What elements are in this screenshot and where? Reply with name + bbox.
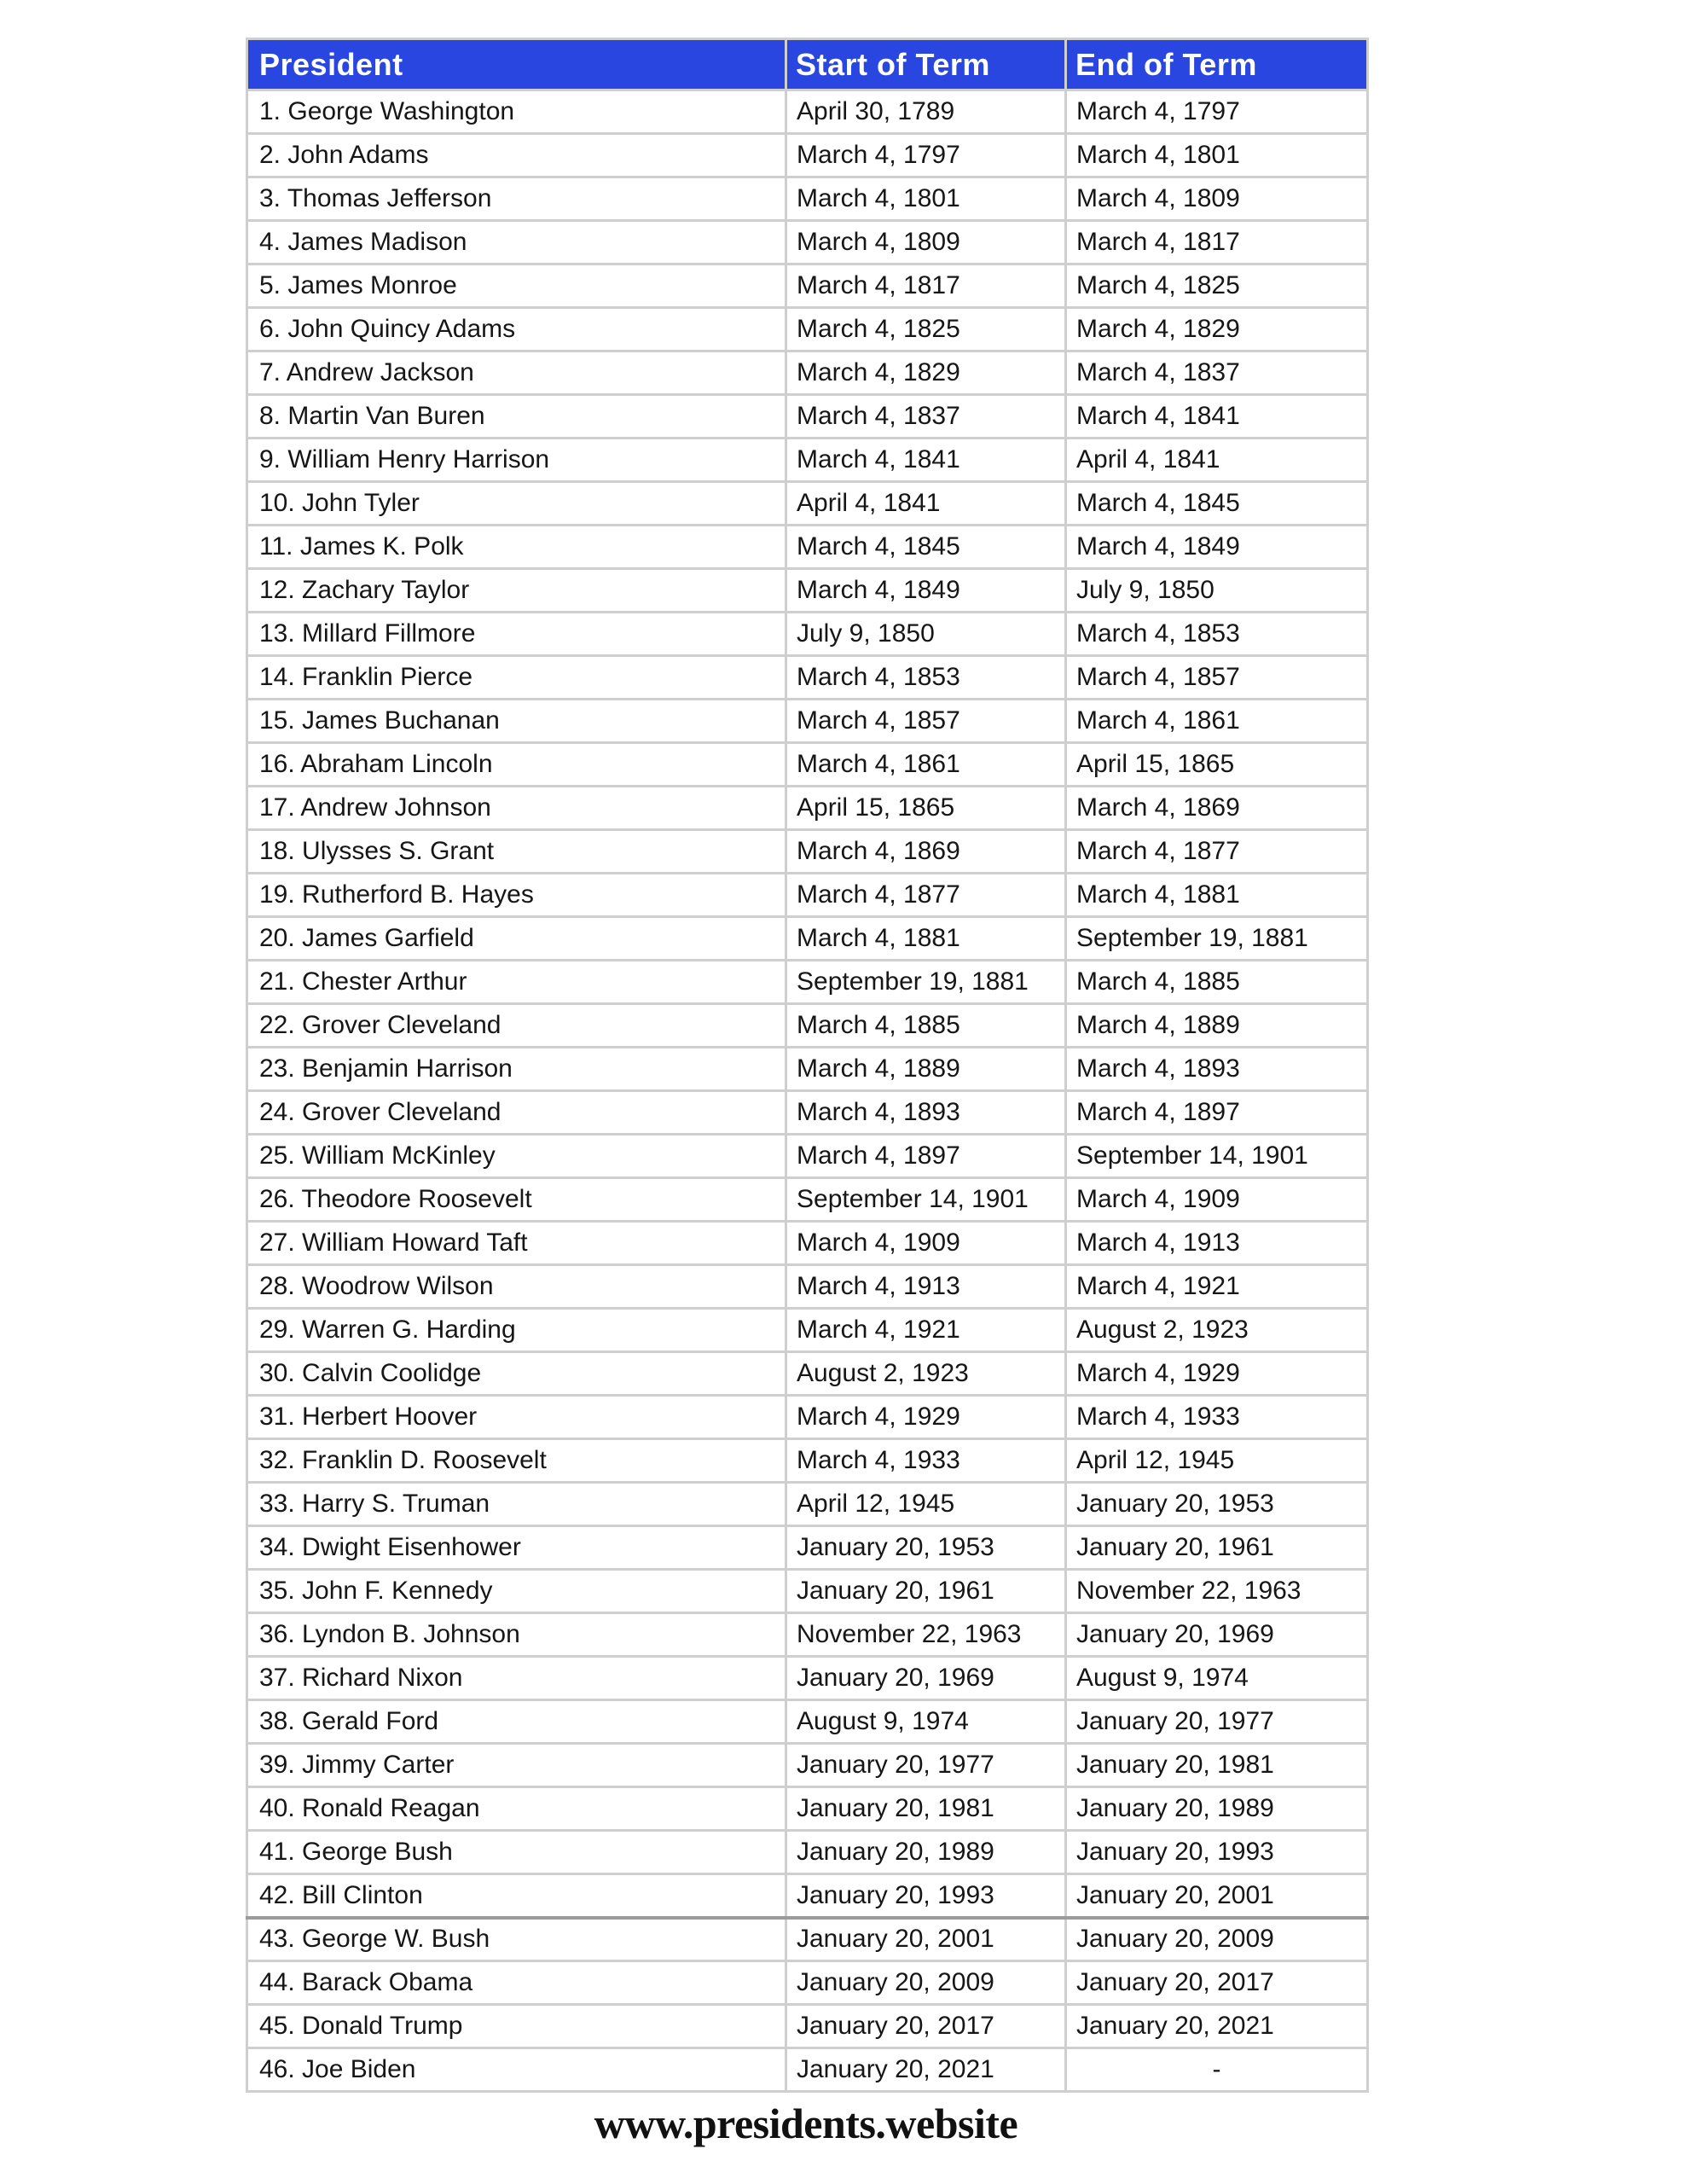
end-of-term-cell: March 4, 1885 bbox=[1066, 961, 1368, 1004]
table-row bbox=[247, 1352, 1368, 1396]
table-row bbox=[247, 569, 1368, 613]
president-cell: 14. Franklin Pierce bbox=[247, 656, 786, 700]
end-of-term-cell: July 9, 1850 bbox=[1066, 569, 1368, 613]
start-of-term-cell: September 19, 1881 bbox=[786, 961, 1066, 1004]
president-cell: 42. Bill Clinton bbox=[247, 1874, 786, 1918]
president-cell: 18. Ulysses S. Grant bbox=[247, 830, 786, 874]
table-row bbox=[247, 177, 1368, 221]
table-row bbox=[247, 2005, 1368, 2048]
president-cell: 10. John Tyler bbox=[247, 482, 786, 526]
table-row bbox=[247, 1744, 1368, 1787]
end-of-term-cell: April 12, 1945 bbox=[1066, 1439, 1368, 1483]
president-cell: 20. James Garfield bbox=[247, 917, 786, 961]
start-of-term-cell: March 4, 1869 bbox=[786, 830, 1066, 874]
start-of-term-cell: March 4, 1889 bbox=[786, 1048, 1066, 1091]
table-row bbox=[247, 700, 1368, 743]
start-of-term-cell: July 9, 1850 bbox=[786, 613, 1066, 656]
table-row bbox=[247, 613, 1368, 656]
end-of-term-cell: March 4, 1877 bbox=[1066, 830, 1368, 874]
start-of-term-cell: March 4, 1877 bbox=[786, 874, 1066, 917]
president-cell: 25. William McKinley bbox=[247, 1135, 786, 1178]
start-of-term-cell: March 4, 1809 bbox=[786, 221, 1066, 264]
end-of-term-cell: March 4, 1829 bbox=[1066, 308, 1368, 351]
table-row bbox=[247, 656, 1368, 700]
end-of-term-cell: March 4, 1849 bbox=[1066, 526, 1368, 569]
president-cell: 41. George Bush bbox=[247, 1831, 786, 1874]
start-of-term-cell: March 4, 1817 bbox=[786, 264, 1066, 308]
end-of-term-cell: November 22, 1963 bbox=[1066, 1570, 1368, 1613]
president-cell: 13. Millard Fillmore bbox=[247, 613, 786, 656]
end-of-term-cell: March 4, 1841 bbox=[1066, 395, 1368, 439]
table-row bbox=[247, 1091, 1368, 1135]
start-of-term-cell: March 4, 1829 bbox=[786, 351, 1066, 395]
start-of-term-cell: March 4, 1933 bbox=[786, 1439, 1066, 1483]
table-row bbox=[247, 917, 1368, 961]
president-cell: 46. Joe Biden bbox=[247, 2048, 786, 2092]
start-of-term-cell: January 20, 2001 bbox=[786, 1918, 1066, 1961]
president-cell: 39. Jimmy Carter bbox=[247, 1744, 786, 1787]
president-cell: 19. Rutherford B. Hayes bbox=[247, 874, 786, 917]
table-row bbox=[247, 2048, 1368, 2092]
start-of-term-cell: March 4, 1893 bbox=[786, 1091, 1066, 1135]
end-of-term-cell: April 4, 1841 bbox=[1066, 439, 1368, 482]
president-cell: 8. Martin Van Buren bbox=[247, 395, 786, 439]
president-cell: 31. Herbert Hoover bbox=[247, 1396, 786, 1439]
start-of-term-cell: January 20, 1969 bbox=[786, 1657, 1066, 1700]
table-row bbox=[247, 1613, 1368, 1657]
start-of-term-cell: March 4, 1841 bbox=[786, 439, 1066, 482]
start-of-term-cell: April 15, 1865 bbox=[786, 787, 1066, 830]
end-of-term-cell: September 14, 1901 bbox=[1066, 1135, 1368, 1178]
president-cell: 29. Warren G. Harding bbox=[247, 1309, 786, 1352]
end-of-term-cell: January 20, 2009 bbox=[1066, 1918, 1368, 1961]
table-row bbox=[247, 1439, 1368, 1483]
start-of-term-cell: April 4, 1841 bbox=[786, 482, 1066, 526]
end-of-term-cell: March 4, 1893 bbox=[1066, 1048, 1368, 1091]
table-row bbox=[247, 221, 1368, 264]
column-header-president: President bbox=[247, 39, 786, 90]
table-row bbox=[247, 439, 1368, 482]
end-of-term-cell: January 20, 2001 bbox=[1066, 1874, 1368, 1918]
table-row bbox=[247, 787, 1368, 830]
start-of-term-cell: January 20, 1993 bbox=[786, 1874, 1066, 1918]
end-of-term-cell: August 9, 1974 bbox=[1066, 1657, 1368, 1700]
table-row bbox=[247, 1222, 1368, 1265]
start-of-term-cell: January 20, 1989 bbox=[786, 1831, 1066, 1874]
start-of-term-cell: March 4, 1921 bbox=[786, 1309, 1066, 1352]
table-row bbox=[247, 1396, 1368, 1439]
end-of-term-cell: September 19, 1881 bbox=[1066, 917, 1368, 961]
president-cell: 3. Thomas Jefferson bbox=[247, 177, 786, 221]
end-of-term-cell: March 4, 1853 bbox=[1066, 613, 1368, 656]
table-row bbox=[247, 395, 1368, 439]
president-cell: 12. Zachary Taylor bbox=[247, 569, 786, 613]
end-of-term-cell: January 20, 1969 bbox=[1066, 1613, 1368, 1657]
end-of-term-cell: March 4, 1909 bbox=[1066, 1178, 1368, 1222]
start-of-term-cell: March 4, 1801 bbox=[786, 177, 1066, 221]
start-of-term-cell: March 4, 1845 bbox=[786, 526, 1066, 569]
end-of-term-cell: March 4, 1897 bbox=[1066, 1091, 1368, 1135]
president-cell: 23. Benjamin Harrison bbox=[247, 1048, 786, 1091]
table-row bbox=[247, 1657, 1368, 1700]
table-row bbox=[247, 264, 1368, 308]
president-cell: 40. Ronald Reagan bbox=[247, 1787, 786, 1831]
end-of-term-cell: March 4, 1857 bbox=[1066, 656, 1368, 700]
start-of-term-cell: April 12, 1945 bbox=[786, 1483, 1066, 1526]
table-row bbox=[247, 1048, 1368, 1091]
start-of-term-cell: March 4, 1929 bbox=[786, 1396, 1066, 1439]
table-row bbox=[247, 1831, 1368, 1874]
table-row bbox=[247, 134, 1368, 177]
president-cell: 21. Chester Arthur bbox=[247, 961, 786, 1004]
table-row bbox=[247, 1570, 1368, 1613]
president-cell: 24. Grover Cleveland bbox=[247, 1091, 786, 1135]
header-row bbox=[247, 39, 1368, 90]
table-row bbox=[247, 1309, 1368, 1352]
end-of-term-cell: March 4, 1913 bbox=[1066, 1222, 1368, 1265]
table-row bbox=[247, 1874, 1368, 1918]
start-of-term-cell: September 14, 1901 bbox=[786, 1178, 1066, 1222]
president-cell: 37. Richard Nixon bbox=[247, 1657, 786, 1700]
end-of-term-cell: March 4, 1825 bbox=[1066, 264, 1368, 308]
table-row bbox=[247, 1004, 1368, 1048]
presidents-table bbox=[246, 38, 1369, 2093]
end-of-term-cell: March 4, 1861 bbox=[1066, 700, 1368, 743]
president-cell: 16. Abraham Lincoln bbox=[247, 743, 786, 787]
end-of-term-cell: March 4, 1933 bbox=[1066, 1396, 1368, 1439]
start-of-term-cell: March 4, 1853 bbox=[786, 656, 1066, 700]
president-cell: 33. Harry S. Truman bbox=[247, 1483, 786, 1526]
start-of-term-cell: August 9, 1974 bbox=[786, 1700, 1066, 1744]
start-of-term-cell: January 20, 1953 bbox=[786, 1526, 1066, 1570]
president-cell: 28. Woodrow Wilson bbox=[247, 1265, 786, 1309]
table-body bbox=[247, 90, 1368, 2092]
end-of-term-cell: March 4, 1817 bbox=[1066, 221, 1368, 264]
president-cell: 9. William Henry Harrison bbox=[247, 439, 786, 482]
end-of-term-cell: March 4, 1801 bbox=[1066, 134, 1368, 177]
start-of-term-cell: March 4, 1825 bbox=[786, 308, 1066, 351]
end-of-term-cell: January 20, 1981 bbox=[1066, 1744, 1368, 1787]
end-of-term-cell: January 20, 2017 bbox=[1066, 1961, 1368, 2005]
end-of-term-cell: January 20, 1961 bbox=[1066, 1526, 1368, 1570]
start-of-term-cell: August 2, 1923 bbox=[786, 1352, 1066, 1396]
end-of-term-cell: January 20, 1977 bbox=[1066, 1700, 1368, 1744]
start-of-term-cell: March 4, 1797 bbox=[786, 134, 1066, 177]
end-of-term-cell: March 4, 1809 bbox=[1066, 177, 1368, 221]
president-cell: 34. Dwight Eisenhower bbox=[247, 1526, 786, 1570]
end-of-term-cell: March 4, 1889 bbox=[1066, 1004, 1368, 1048]
end-of-term-cell: January 20, 1953 bbox=[1066, 1483, 1368, 1526]
start-of-term-cell: March 4, 1881 bbox=[786, 917, 1066, 961]
end-of-term-cell: April 15, 1865 bbox=[1066, 743, 1368, 787]
start-of-term-cell: January 20, 2021 bbox=[786, 2048, 1066, 2092]
start-of-term-cell: March 4, 1849 bbox=[786, 569, 1066, 613]
end-of-term-cell: January 20, 2021 bbox=[1066, 2005, 1368, 2048]
president-cell: 38. Gerald Ford bbox=[247, 1700, 786, 1744]
end-of-term-cell: August 2, 1923 bbox=[1066, 1309, 1368, 1352]
table-row bbox=[247, 1265, 1368, 1309]
start-of-term-cell: January 20, 1977 bbox=[786, 1744, 1066, 1787]
president-cell: 45. Donald Trump bbox=[247, 2005, 786, 2048]
president-cell: 5. James Monroe bbox=[247, 264, 786, 308]
president-cell: 44. Barack Obama bbox=[247, 1961, 786, 2005]
president-cell: 11. James K. Polk bbox=[247, 526, 786, 569]
end-of-term-cell: March 4, 1921 bbox=[1066, 1265, 1368, 1309]
start-of-term-cell: January 20, 2009 bbox=[786, 1961, 1066, 2005]
end-of-term-cell: March 4, 1837 bbox=[1066, 351, 1368, 395]
table-row bbox=[247, 1526, 1368, 1570]
president-cell: 15. James Buchanan bbox=[247, 700, 786, 743]
site-footer-url: www.presidents.website bbox=[594, 2100, 1018, 2147]
president-cell: 2. John Adams bbox=[247, 134, 786, 177]
start-of-term-cell: April 30, 1789 bbox=[786, 90, 1066, 134]
start-of-term-cell: January 20, 1961 bbox=[786, 1570, 1066, 1613]
president-cell: 4. James Madison bbox=[247, 221, 786, 264]
president-cell: 17. Andrew Johnson bbox=[247, 787, 786, 830]
table-row bbox=[247, 526, 1368, 569]
president-cell: 22. Grover Cleveland bbox=[247, 1004, 786, 1048]
table-header bbox=[247, 39, 1368, 90]
end-of-term-cell: January 20, 1989 bbox=[1066, 1787, 1368, 1831]
start-of-term-cell: November 22, 1963 bbox=[786, 1613, 1066, 1657]
column-header-end-of-term: End of Term bbox=[1066, 39, 1368, 90]
end-of-term-cell: March 4, 1929 bbox=[1066, 1352, 1368, 1396]
start-of-term-cell: March 4, 1857 bbox=[786, 700, 1066, 743]
table-row bbox=[247, 1178, 1368, 1222]
start-of-term-cell: March 4, 1909 bbox=[786, 1222, 1066, 1265]
end-of-term-cell: March 4, 1881 bbox=[1066, 874, 1368, 917]
president-cell: 36. Lyndon B. Johnson bbox=[247, 1613, 786, 1657]
column-header-start-of-term: Start of Term bbox=[786, 39, 1066, 90]
start-of-term-cell: January 20, 2017 bbox=[786, 2005, 1066, 2048]
start-of-term-cell: March 4, 1913 bbox=[786, 1265, 1066, 1309]
table-row bbox=[247, 830, 1368, 874]
president-cell: 32. Franklin D. Roosevelt bbox=[247, 1439, 786, 1483]
start-of-term-cell: March 4, 1837 bbox=[786, 395, 1066, 439]
end-of-term-cell: March 4, 1845 bbox=[1066, 482, 1368, 526]
table-row bbox=[247, 1918, 1368, 1961]
president-cell: 6. John Quincy Adams bbox=[247, 308, 786, 351]
president-cell: 26. Theodore Roosevelt bbox=[247, 1178, 786, 1222]
start-of-term-cell: March 4, 1885 bbox=[786, 1004, 1066, 1048]
end-of-term-cell: January 20, 1993 bbox=[1066, 1831, 1368, 1874]
table-row bbox=[247, 961, 1368, 1004]
president-cell: 27. William Howard Taft bbox=[247, 1222, 786, 1265]
table-row bbox=[247, 1483, 1368, 1526]
president-cell: 43. George W. Bush bbox=[247, 1918, 786, 1961]
table-row bbox=[247, 874, 1368, 917]
end-of-term-cell: March 4, 1797 bbox=[1066, 90, 1368, 134]
table-row bbox=[247, 743, 1368, 787]
table-row bbox=[247, 1700, 1368, 1744]
table-row bbox=[247, 1135, 1368, 1178]
president-cell: 35. John F. Kennedy bbox=[247, 1570, 786, 1613]
table-row bbox=[247, 1961, 1368, 2005]
president-cell: 7. Andrew Jackson bbox=[247, 351, 786, 395]
start-of-term-cell: March 4, 1897 bbox=[786, 1135, 1066, 1178]
president-cell: 1. George Washington bbox=[247, 90, 786, 134]
start-of-term-cell: January 20, 1981 bbox=[786, 1787, 1066, 1831]
end-of-term-cell: March 4, 1869 bbox=[1066, 787, 1368, 830]
table-row bbox=[247, 308, 1368, 351]
table-row bbox=[247, 351, 1368, 395]
start-of-term-cell: March 4, 1861 bbox=[786, 743, 1066, 787]
table-row bbox=[247, 482, 1368, 526]
table-row bbox=[247, 90, 1368, 134]
end-of-term-cell: - bbox=[1066, 2048, 1368, 2092]
president-cell: 30. Calvin Coolidge bbox=[247, 1352, 786, 1396]
table-row bbox=[247, 1787, 1368, 1831]
